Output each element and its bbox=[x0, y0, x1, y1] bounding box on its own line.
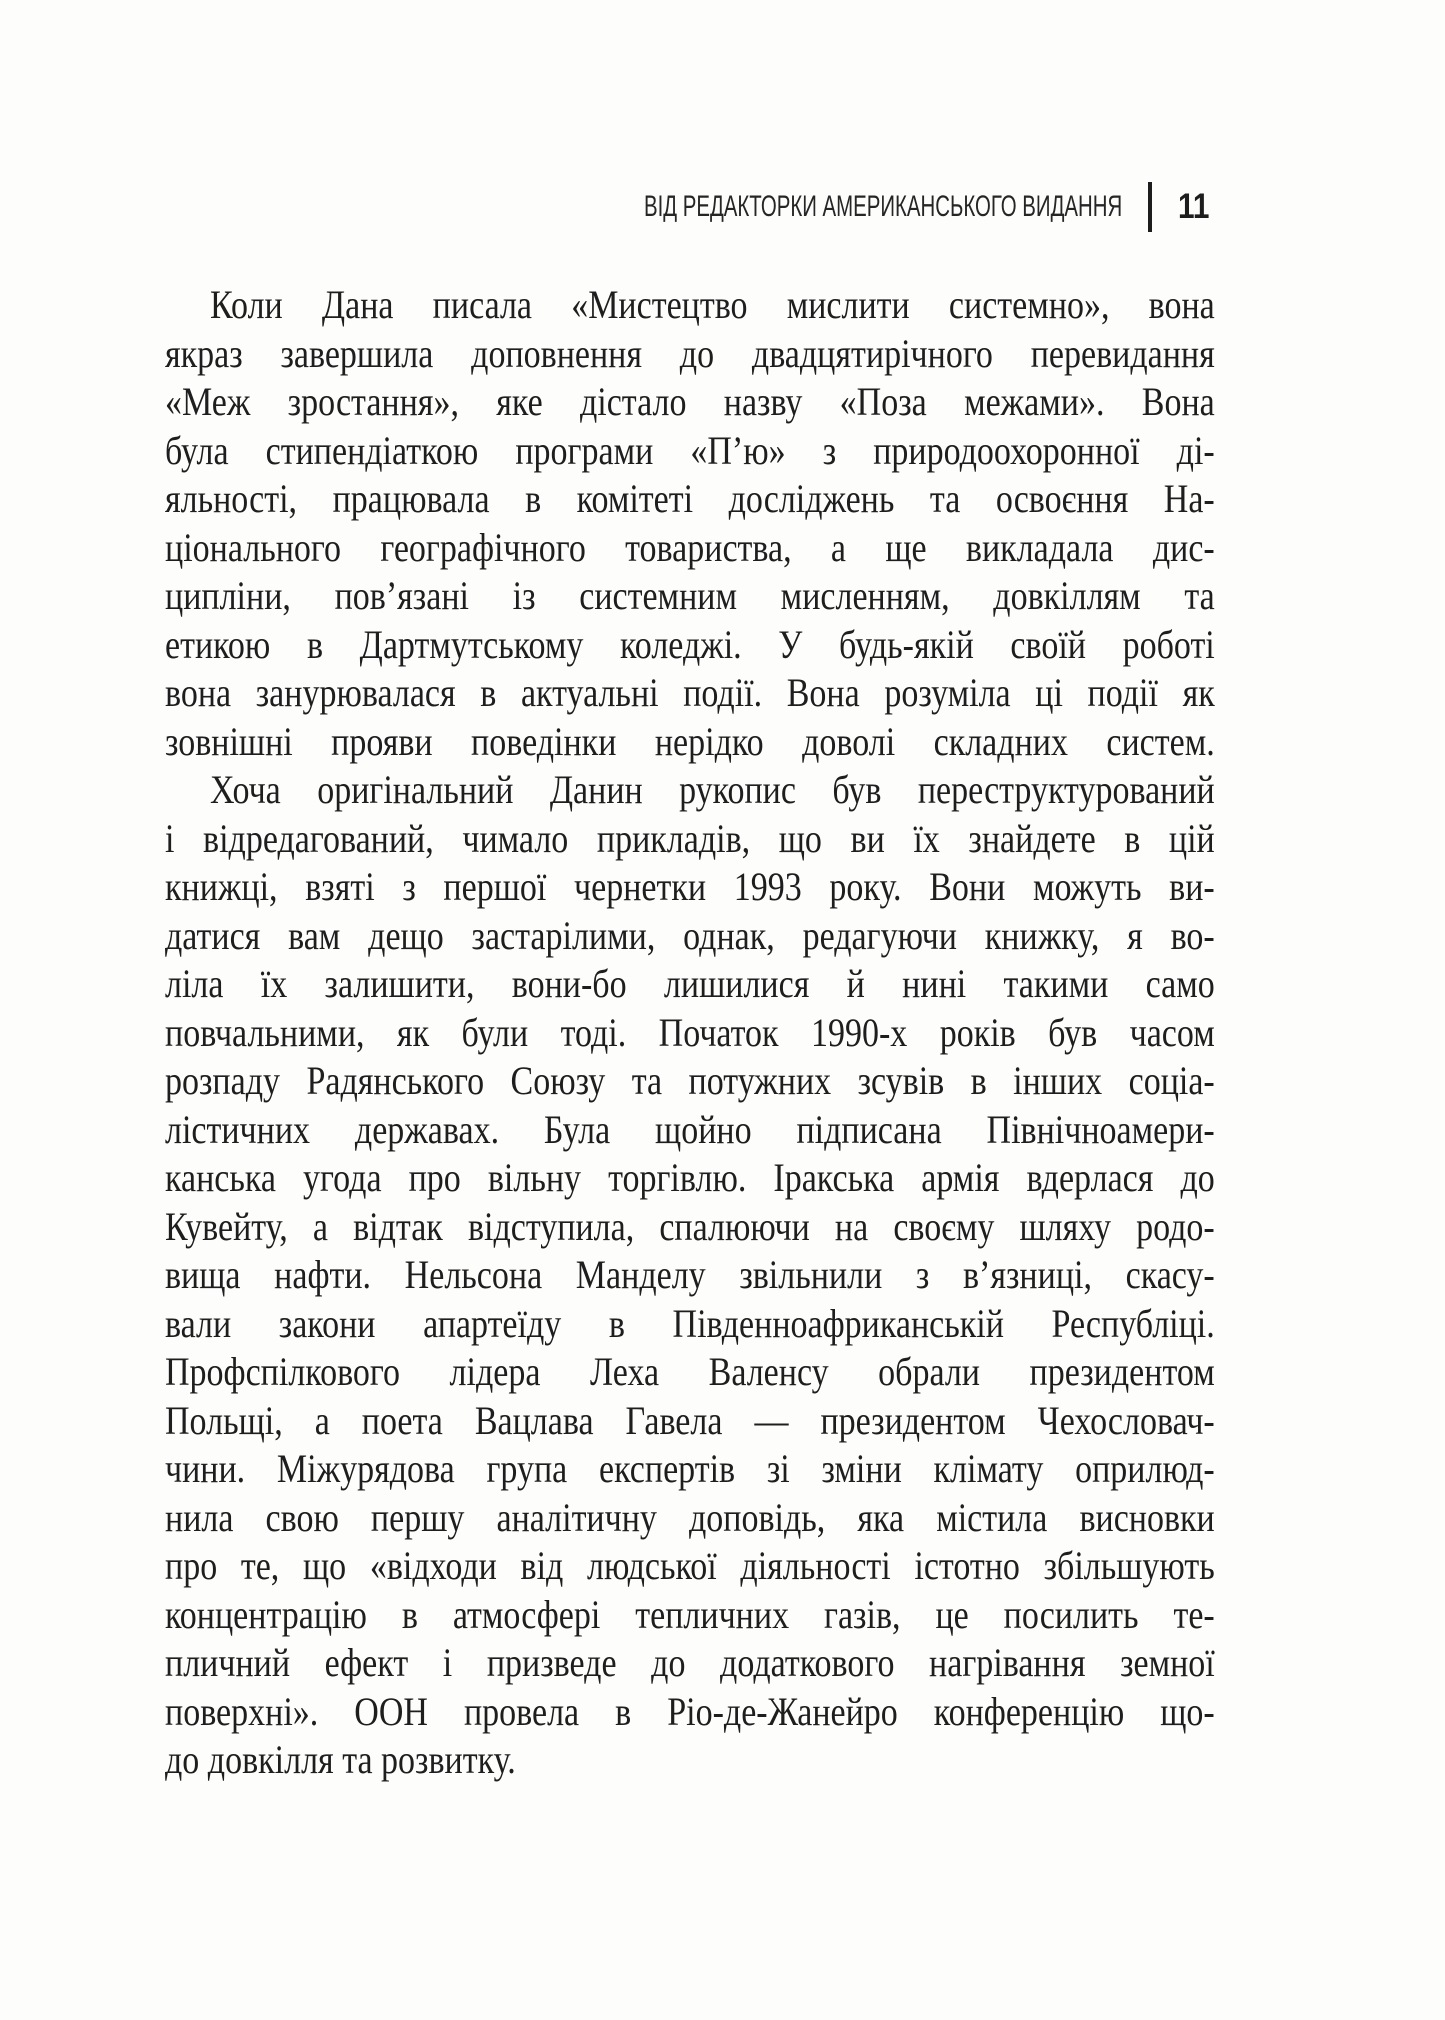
text-line: вали закони апартеїду в Південноафриканській Республіці. bbox=[165, 1300, 1215, 1346]
text-line: нила свою першу аналітичну доповідь, яка містила висновки bbox=[165, 1494, 1215, 1540]
text-line: Профспілкового лідера Леха Валенсу обрали президентом bbox=[165, 1349, 1215, 1394]
text-line: Польщі, а поета Вацлава Гавела — президентом Чехословач- bbox=[165, 1397, 1215, 1443]
text-line: пличний ефект і призведе до додаткового нагрівання земної bbox=[165, 1640, 1215, 1685]
text-block bbox=[165, 281, 1215, 1785]
text-line: концентрацію в атмосфері тепличних газів, це посилить те- bbox=[165, 1591, 1215, 1637]
text-line: чини. Міжурядова група експертів зі зміни клімату оприлюд- bbox=[165, 1446, 1215, 1491]
text-line: ліла їх залишити, вони-бо лишилися й нині такими само bbox=[165, 961, 1215, 1006]
text-line: розпаду Радянського Союзу та потужних зсувів в інших соціа- bbox=[165, 1058, 1215, 1103]
text-line: канська угода про вільну торгівлю. Іракська армія вдерлася до bbox=[165, 1155, 1215, 1200]
text-line: ціонального географічного товариства, а ще викладала дис- bbox=[165, 524, 1215, 570]
text-line: Кувейту, а відтак відступила, спалюючи на своєму шляху родо- bbox=[165, 1203, 1215, 1249]
running-header-title: ВІД РЕДАКТОРКИ АМЕРИКАНСЬКОГО ВИДАННЯ bbox=[643, 190, 1122, 223]
text-line: вища нафти. Нельсона Манделу звільнили з в’язниці, скасу- bbox=[165, 1252, 1215, 1297]
running-header bbox=[419, 182, 1215, 232]
text-line: книжці, взяті з першої чернетки 1993 року. Вони можуть ви- bbox=[165, 864, 1215, 909]
text-line: етикою в Дартмутському коледжі. У будь-якій своїй роботі bbox=[165, 621, 1215, 667]
text-line: вона занурювалася в актуальні події. Вона розуміла ці події як bbox=[165, 670, 1215, 715]
text-line: лістичних державах. Була щойно підписана Північноамери- bbox=[165, 1106, 1215, 1152]
page-number: 11 bbox=[1178, 187, 1210, 226]
text-line: поверхні». ООН провела в Ріо-де-Жанейро конференцію що- bbox=[165, 1688, 1215, 1734]
text-line: була стипендіаткою програми «П’ю» з природоохоронної ді- bbox=[165, 427, 1215, 473]
text-line: повчальними, як були тоді. Початок 1990-х років був часом bbox=[165, 1009, 1215, 1055]
header-divider-rule bbox=[1148, 182, 1152, 232]
text-line: і відредагований, чимало прикладів, що ви їх знайдете в цій bbox=[165, 815, 1215, 861]
text-line: датися вам дещо застарілими, однак, редагуючи книжку, я во- bbox=[165, 912, 1215, 958]
text-line: зовнішні прояви поведінки нерідко доволі складних систем. bbox=[165, 718, 1215, 764]
text-line: якраз завершила доповнення до двадцятирічного перевидання bbox=[165, 330, 1215, 376]
text-line: до довкілля та розвитку. bbox=[165, 1737, 516, 1782]
text-line: «Меж зростання», яке дістало назву «Поза межами». Вона bbox=[165, 379, 1215, 424]
text-line: про те, що «відходи від людської діяльності істотно збільшують bbox=[165, 1543, 1215, 1588]
text-line: Коли Дана писала «Мистецтво мислити системно», вона bbox=[210, 282, 1215, 327]
text-line: Хоча оригінальний Данин рукопис був переструктурований bbox=[210, 767, 1215, 812]
text-line: ципліни, пов’язані із системним мисленням, довкіллям та bbox=[165, 573, 1215, 618]
text-line: яльності, працювала в комітеті досліджень та освоєння На- bbox=[165, 476, 1215, 521]
